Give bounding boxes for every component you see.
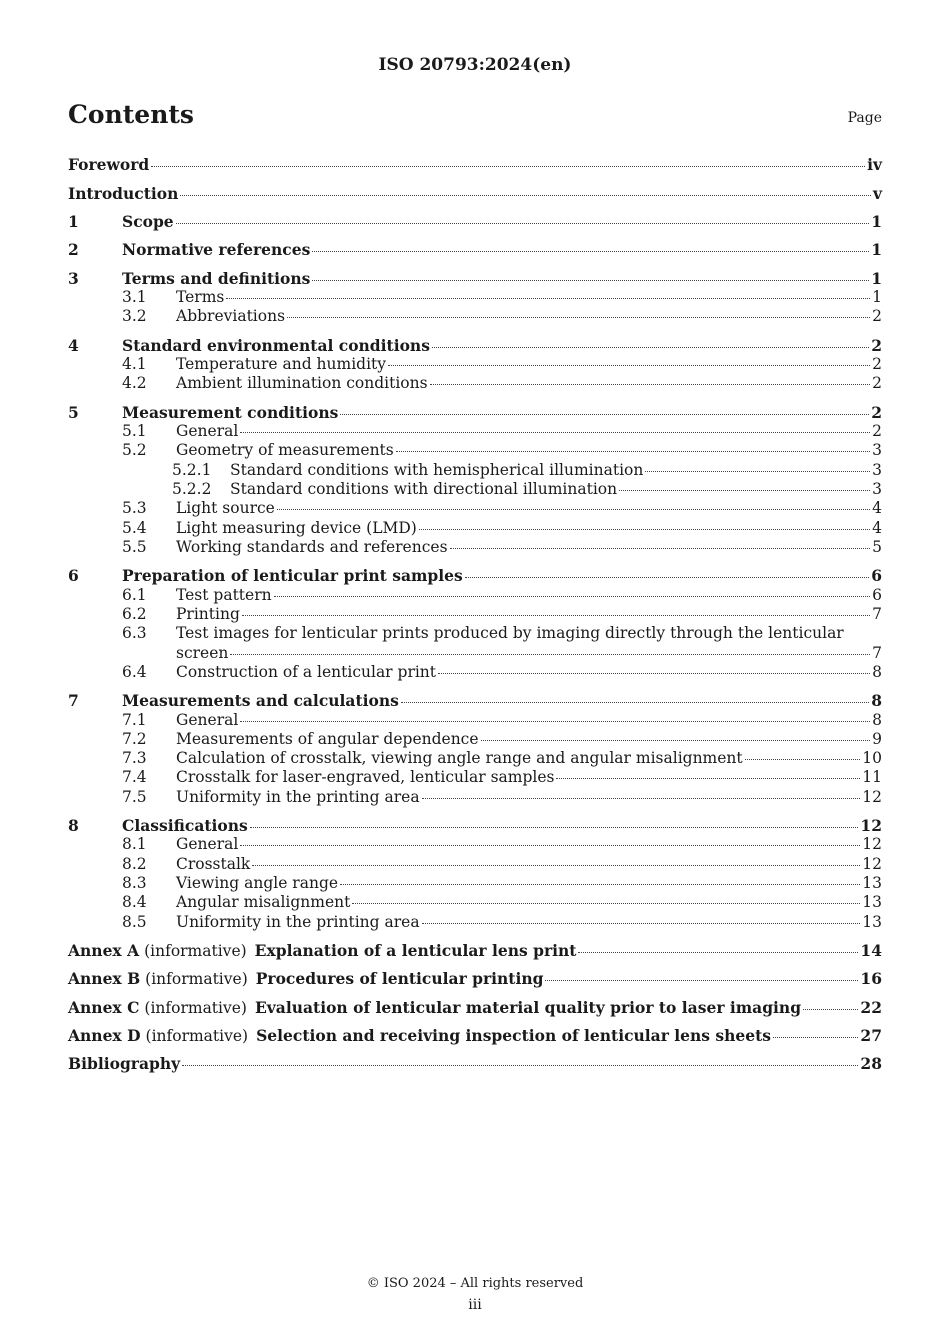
toc-entry-8-2[interactable]: 8.2 Crosstalk 12 bbox=[122, 855, 882, 873]
toc-entry-1[interactable]: 1 Scope 1 bbox=[68, 212, 882, 231]
toc-entry-5-4[interactable]: 5.4 Light measuring device (LMD) 4 bbox=[122, 519, 882, 537]
toc-entry-7-5[interactable]: 7.5 Uniformity in the printing area 12 bbox=[122, 788, 882, 806]
toc-entry-bibliography[interactable]: Bibliography 28 bbox=[68, 1054, 882, 1073]
toc-entry-8-4[interactable]: 8.4 Angular misalignment 13 bbox=[122, 893, 882, 911]
toc-entry-8-1[interactable]: 8.1 General 12 bbox=[122, 835, 882, 853]
contents-title: Contents bbox=[68, 100, 195, 129]
toc-entry-annex-d[interactable]: Annex D (informative) Selection and receiving inspection of lenticular lens sheets 27 bbox=[68, 1026, 882, 1045]
toc-entry-3-2[interactable]: 3.2 Abbreviations 2 bbox=[122, 307, 882, 325]
toc-entry-annex-b[interactable]: Annex B (informative) Procedures of lenticular printing 16 bbox=[68, 969, 882, 988]
toc-entry-6-3[interactable]: 6.3 Test images for lenticular prints produced by imaging directly through the lenticular bbox=[122, 624, 844, 642]
toc-entry-5-2-2[interactable]: 5.2.2 Standard conditions with directional illumination 3 bbox=[172, 480, 882, 498]
copyright-notice: © ISO 2024 – All rights reserved bbox=[366, 1276, 584, 1291]
toc-entry-5-2-1[interactable]: 5.2.1 Standard conditions with hemispherical illumination 3 bbox=[172, 461, 882, 479]
toc-entry-5-5[interactable]: 5.5 Working standards and references 5 bbox=[122, 538, 882, 556]
toc-entry-2[interactable]: 2 Normative references 1 bbox=[68, 240, 882, 259]
toc-entry-6-3-continued[interactable]: screen 7 bbox=[176, 644, 882, 662]
toc-entry-7[interactable]: 7 Measurements and calculations 8 bbox=[68, 691, 882, 710]
toc-entry-5-1[interactable]: 5.1 General 2 bbox=[122, 422, 882, 440]
toc-entry-8-3[interactable]: 8.3 Viewing angle range 13 bbox=[122, 874, 882, 892]
toc-entry-8-5[interactable]: 8.5 Uniformity in the printing area 13 bbox=[122, 913, 882, 931]
toc-entry-foreword[interactable]: Foreword iv bbox=[68, 155, 882, 174]
toc-entry-4-2[interactable]: 4.2 Ambient illumination conditions 2 bbox=[122, 374, 882, 392]
toc-entry-8[interactable]: 8 Classifications 12 bbox=[68, 816, 882, 835]
toc-entry-6-2[interactable]: 6.2 Printing 7 bbox=[122, 605, 882, 623]
document-id: ISO 20793:2024(en) bbox=[378, 55, 572, 75]
toc-entry-7-3[interactable]: 7.3 Calculation of crosstalk, viewing angle range and angular misalignment 10 bbox=[122, 749, 882, 767]
toc-entry-4-1[interactable]: 4.1 Temperature and humidity 2 bbox=[122, 355, 882, 373]
page-number: iii bbox=[468, 1297, 482, 1313]
toc-entry-6-1[interactable]: 6.1 Test pattern 6 bbox=[122, 586, 882, 604]
toc-entry-introduction[interactable]: Introduction v bbox=[68, 184, 882, 203]
toc-entry-6-4[interactable]: 6.4 Construction of a lenticular print 8 bbox=[122, 663, 882, 681]
toc-entry-5-3[interactable]: 5.3 Light source 4 bbox=[122, 499, 882, 517]
toc-entry-annex-c[interactable]: Annex C (informative) Evaluation of lenticular material quality prior to laser imaging 22 bbox=[68, 998, 882, 1017]
toc-entry-3[interactable]: 3 Terms and definitions 1 bbox=[68, 269, 882, 288]
toc-entry-7-4[interactable]: 7.4 Crosstalk for laser-engraved, lenticular samples 11 bbox=[122, 768, 882, 786]
toc-entry-5[interactable]: 5 Measurement conditions 2 bbox=[68, 403, 882, 422]
toc-entry-4[interactable]: 4 Standard environmental conditions 2 bbox=[68, 336, 882, 355]
toc-entry-7-2[interactable]: 7.2 Measurements of angular dependence 9 bbox=[122, 730, 882, 748]
toc-entry-5-2[interactable]: 5.2 Geometry of measurements 3 bbox=[122, 441, 882, 459]
toc-entry-6[interactable]: 6 Preparation of lenticular print samples 6 bbox=[68, 566, 882, 585]
toc-entry-annex-a[interactable]: Annex A (informative) Explanation of a lenticular lens print 14 bbox=[68, 941, 882, 960]
toc-entry-3-1[interactable]: 3.1 Terms 1 bbox=[122, 288, 882, 306]
page-column-label: Page bbox=[847, 110, 882, 126]
toc-entry-7-1[interactable]: 7.1 General 8 bbox=[122, 711, 882, 729]
